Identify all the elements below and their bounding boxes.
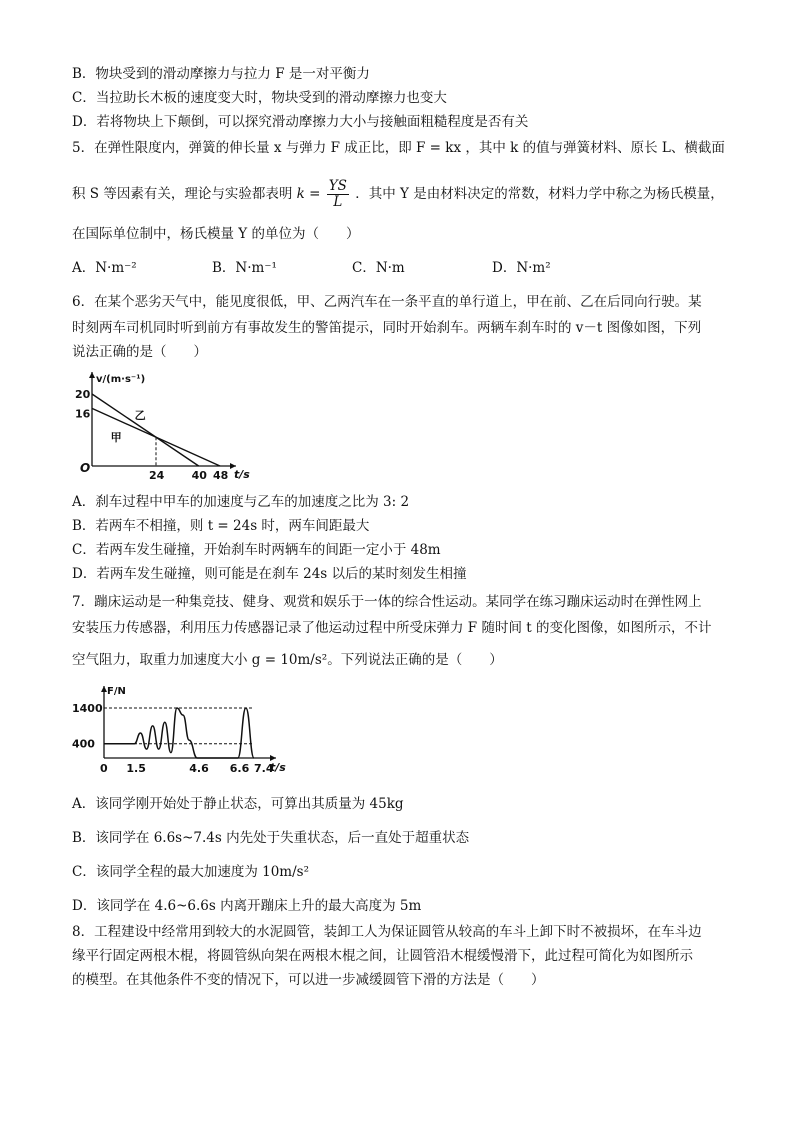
series-line-2 xyxy=(92,394,199,466)
formula-fraction xyxy=(327,179,349,210)
q5-stem-line3: 在国际单位制中，杨氏模量 Y 的单位为（ ） xyxy=(72,226,360,242)
q5-option-a: A．N·m⁻² xyxy=(72,260,137,276)
q8-stem-line3: 的模型。在其他条件不变的情况下，可以进一步减缓圆管下滑的方法是（ ） xyxy=(72,972,545,988)
fraction-numerator: YS xyxy=(328,178,347,194)
origin-label: 0 xyxy=(100,762,108,775)
q6-option-b: B．若两车不相撞，则 t = 24s 时，两车间距最大 xyxy=(72,518,370,534)
x-axis-label: t/s xyxy=(234,468,250,481)
x-tick-label: 6.6 xyxy=(229,762,250,775)
y-axis-arrow xyxy=(89,372,95,378)
y-tick-label: 20 xyxy=(75,388,91,401)
y-tick-label: 400 xyxy=(72,737,95,751)
q6-option-d: D．若两车发生碰撞，则可能是在刹车 24s 以后的某时刻发生相撞 xyxy=(72,566,467,582)
series-label-jia: 甲 xyxy=(110,431,122,445)
q5-stem-line1: 5．在弹性限度内，弹簧的伸长量 x 与弹力 F 成正比，即 F = kx ，其中 k 的值与弹簧材料、原长 L、横截面 xyxy=(72,140,725,156)
q8-stem-line1: 8．工程建设中经常用到较大的水泥圆管，装卸工人为保证圆管从较高的车斗上卸下时不被损坏，在车斗边 xyxy=(72,924,702,940)
y-axis-label: v/(m·s⁻¹) xyxy=(96,374,146,385)
q5-stem-line2-post: ．其中 Y 是由材料决定的常数，材料力学中称之为杨氏模量， xyxy=(355,186,724,202)
q5-stem-line2 xyxy=(72,178,724,210)
x-tick-label: 4.6 xyxy=(189,762,209,775)
q4-option-c: C．当拉助长木板的速度变大时，物块受到的滑动摩擦力也变大 xyxy=(72,90,447,106)
q6-option-a: A．刹车过程中甲车的加速度与乙车的加速度之比为 3: 2 xyxy=(72,494,410,510)
q7-option-b: B．该同学在 6.6s~7.4s 内先处于失重状态，后一直处于超重状态 xyxy=(72,830,470,846)
q5-option-c: C．N·m xyxy=(352,260,405,276)
x-tick-label: 24 xyxy=(149,469,165,482)
q5-option-d: D．N·m² xyxy=(492,260,551,276)
q7-option-d: D．该同学在 4.6~6.6s 内离开蹦床上升的最大高度为 5m xyxy=(72,898,422,914)
y-tick-label: 1400 xyxy=(72,702,103,715)
y-axis-label: F/N xyxy=(107,686,126,697)
q5-option-b: B．N·m⁻¹ xyxy=(212,260,277,276)
x-tick-label: 40 xyxy=(191,469,207,482)
q6-stem-line2: 时刻两车司机同时听到前方有事故发生的警笛提示，同时开始刹车。两辆车刹车时的 v－t 图像如图，下列 xyxy=(72,320,702,336)
origin-label: O xyxy=(80,461,91,475)
x-tick-label: 1.5 xyxy=(126,762,146,775)
q5-options xyxy=(72,258,732,278)
q7-stem-line2: 安装压力传感器，利用压力传感器记录了他运动过程中所受床弹力 F 随时间 t 的变化图像，如图所示，不计 xyxy=(72,620,712,636)
x-axis-label: t/s xyxy=(270,761,286,774)
x-tick-label: 48 xyxy=(213,469,229,482)
q4-option-d: D．若将物块上下颠倒，可以探究滑动摩擦力大小与接触面粗糙程度是否有关 xyxy=(72,114,529,130)
q4-option-b: B．物块受到的滑动摩擦力与拉力 F 是一对平衡力 xyxy=(72,66,370,82)
formula-lhs: k = xyxy=(296,186,321,202)
q6-stem-line1: 6．在某个恶劣天气中，能见度很低，甲、乙两汽车在一条平直的单行道上，甲在前、乙在后同向行驶。某 xyxy=(72,294,702,310)
q6-stem-line3: 说法正确的是（ ） xyxy=(72,344,207,360)
q5-stem-line2-pre: 积 S 等因素有关，理论与实验都表明 xyxy=(72,186,293,202)
q7-stem-line1: 7．蹦床运动是一种集竞技、健身、观赏和娱乐于一体的综合性运动。某同学在练习蹦床运动时在弹性网上 xyxy=(72,594,702,610)
fraction-denominator: L xyxy=(333,194,343,210)
q7-option-a: A．该同学刚开始处于静止状态，可算出其质量为 45kg xyxy=(72,796,404,812)
y-tick-label: 16 xyxy=(75,407,91,421)
force-curve xyxy=(104,708,254,758)
q8-stem-line2: 缘平行固定两根木棍，将圆管纵向架在两根木棍之间，让圆管沿木棍缓慢滑下，此过程可简化为如图所示 xyxy=(72,948,693,964)
q7-option-c: C．该同学全程的最大加速度为 10m/s² xyxy=(72,864,309,880)
x-tick-label: 7.4 xyxy=(254,762,274,775)
q6-option-c: C．若两车发生碰撞，开始刹车时两辆车的间距一定小于 48m xyxy=(72,542,441,558)
q7-stem-line3: 空气阻力，取重力加速度大小 g = 10m/s²。下列说法正确的是（ ） xyxy=(72,652,503,668)
ft-chart xyxy=(72,680,292,780)
series-label-yi: 乙 xyxy=(134,409,146,423)
vt-chart xyxy=(72,368,250,482)
